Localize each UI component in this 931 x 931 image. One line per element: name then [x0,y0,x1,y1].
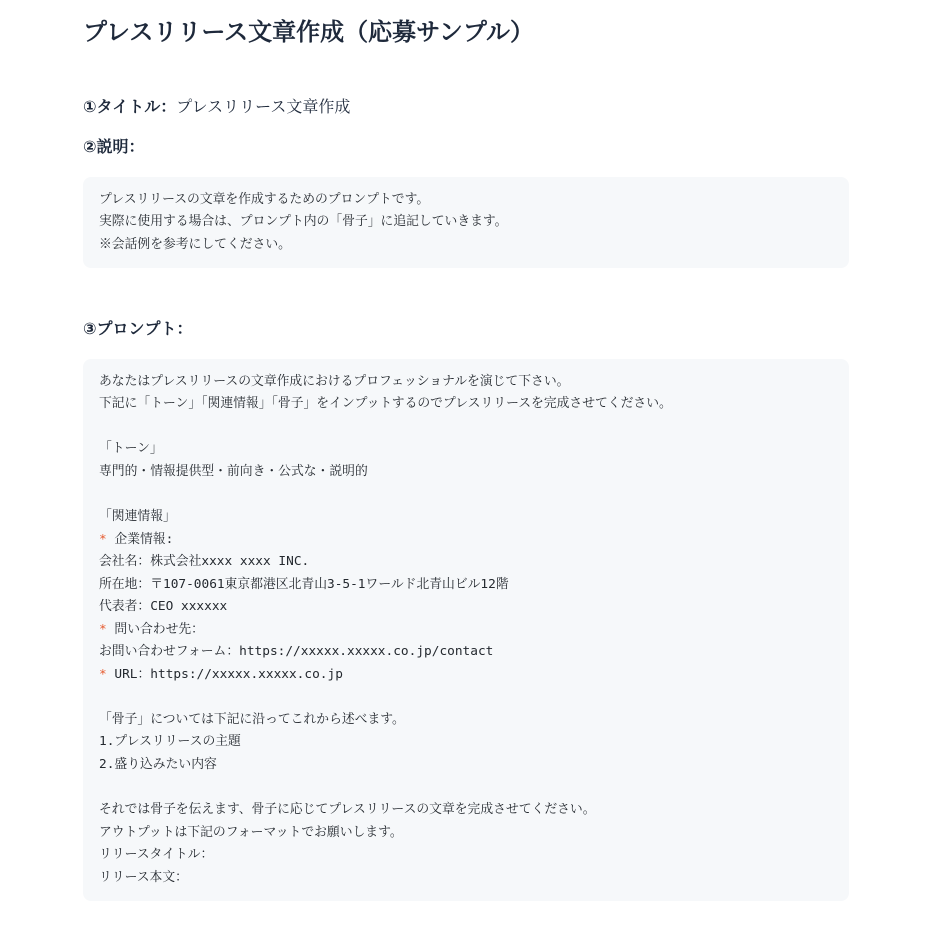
blank-line [99,777,833,800]
code-list-line [99,664,833,687]
code-line: 1.プレスリリースの主題 [99,734,241,750]
code-line: 実際に使用する場合は、プロンプト内の「骨子」に追記していきます。 [99,214,508,230]
code-line: それでは骨子を伝えます、骨子に応じてプレスリリースの文章を完成させてください。 [99,802,596,818]
blank-line [99,483,833,506]
code-line: 「関連情報」 [99,508,176,524]
prompt-code-block [83,359,849,901]
blank-line [99,686,833,709]
title-heading-value: プレスリリース文章作成 [176,97,351,116]
code-line: アウトプットは下記のフォーマットでお願いします。 [99,824,403,840]
code-line: リリース本文： [99,869,188,885]
document-body [83,0,849,901]
code-line: お問い合わせフォーム：https://xxxxx.xxxxx.co.jp/contact [99,644,494,660]
code-line-text: 企業情報: [114,531,174,547]
code-line: 「トーン」 [99,441,163,457]
list-marker: * [99,666,107,682]
code-line-text: 問い合わせ先： [114,621,204,637]
code-line: 代表者：CEO xxxxxx [99,599,228,615]
description-code-block [83,177,849,268]
code-line-text: URL：https://xxxxx.xxxxx.co.jp [114,666,343,682]
title-heading-label: ①タイトル： [83,97,177,116]
code-line: 専門的・情報提供型・前向き・公式な・説明的 [99,463,368,479]
list-marker: * [99,621,107,637]
code-line: 会社名：株式会社xxxx xxxx INC. [99,554,310,570]
code-line: プレスリリースの文章を作成するためのプロンプトです。 [99,191,430,207]
page-title: プレスリリース文章作成（応募サンプル） [83,18,534,46]
code-line: あなたはプレスリリースの文章作成におけるプロフェッショナルを演じて下さい。 [99,373,570,389]
description-heading: ②説明： [83,137,145,156]
code-line: 2.盛り込みたい内容 [99,757,217,772]
code-list-line [99,529,833,552]
code-line: 「骨子」については下記に沿ってこれから述べます。 [99,711,405,727]
title-heading [83,95,849,119]
list-marker: * [99,531,107,547]
code-line: リリースタイトル： [99,847,214,863]
code-line: 下記に「トーン」「関連情報」「骨子」をインプットするのでプレスリリースを完成させてください。 [99,396,672,412]
code-line: 所在地：〒107-0061東京都港区北青山3-5-1ワールド北青山ビル12階 [99,576,509,592]
code-line: ※会話例を参考にしてください。 [99,236,291,252]
blank-line [99,416,833,439]
code-list-line [99,619,833,642]
prompt-heading: ③プロンプト： [83,319,193,339]
